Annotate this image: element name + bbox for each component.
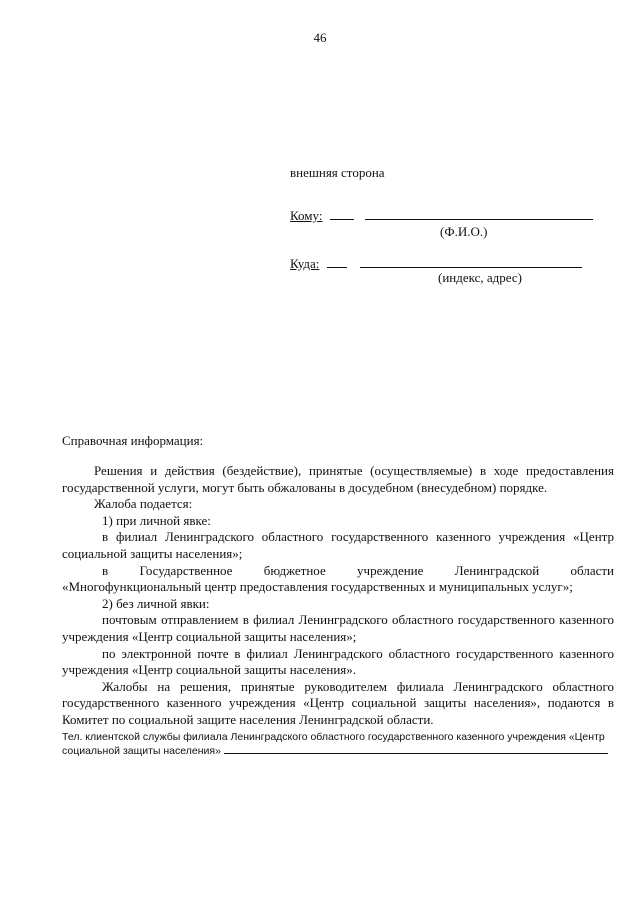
paragraph: в Государственное бюджетное учреждение Ленинградской области «Многофункциональный центр предоставления государственных и муниципальных услуг»; (62, 562, 614, 595)
paragraph: Решения и действия (бездействие), принятые (осуществляемые) в ходе предоставления государственной услуги, могут быть обжалованы в досудебном (внесудебном) порядке. (62, 463, 614, 495)
recipient-line-short (330, 209, 354, 220)
footer-text: Тел. клиентской службы филиала Ленинградского областного государственного казенного учреждения «Центр социальной защиты населения» (62, 731, 605, 757)
recipient-line (365, 209, 593, 220)
address-label: Куда: (290, 256, 320, 271)
paragraph: по электронной почте в филиал Ленинградского областного государственного казенного учреждения «Центр социальной защиты населения». (62, 645, 614, 678)
footer-line (224, 744, 608, 754)
address-line (360, 257, 582, 268)
envelope-side-label: внешняя сторона (290, 165, 385, 180)
recipient-label: Кому: (290, 208, 323, 223)
paragraph: 1) при личной явке: (102, 512, 211, 528)
reference-body (62, 463, 614, 729)
recipient-row (290, 208, 593, 224)
paragraph: Жалобы на решения, принятые руководителем филиала Ленинградского областного государственного казенного учреждения «Центр социальной защиты населения», подаются в Комитет по социальной защите населения Ленинградской области. (62, 678, 614, 727)
footer-phone-note (62, 730, 622, 758)
address-row (290, 256, 582, 272)
address-line-short (327, 257, 347, 268)
address-hint: (индекс, адрес) (438, 270, 522, 285)
recipient-hint: (Ф.И.О.) (440, 224, 488, 239)
paragraph: 2) без личной явки: (102, 595, 210, 611)
paragraph: в филиал Ленинградского областного государственного казенного учреждения «Центр социальной защиты населения»; (62, 529, 614, 561)
reference-title: Справочная информация: (62, 433, 204, 448)
paragraph: почтовым отправлением в филиал Ленинградского областного государственного казенного учреждения «Центр социальной защиты населения»; (62, 612, 614, 644)
page-number: 46 (313, 30, 327, 45)
paragraph: Жалоба подается: (94, 496, 193, 512)
